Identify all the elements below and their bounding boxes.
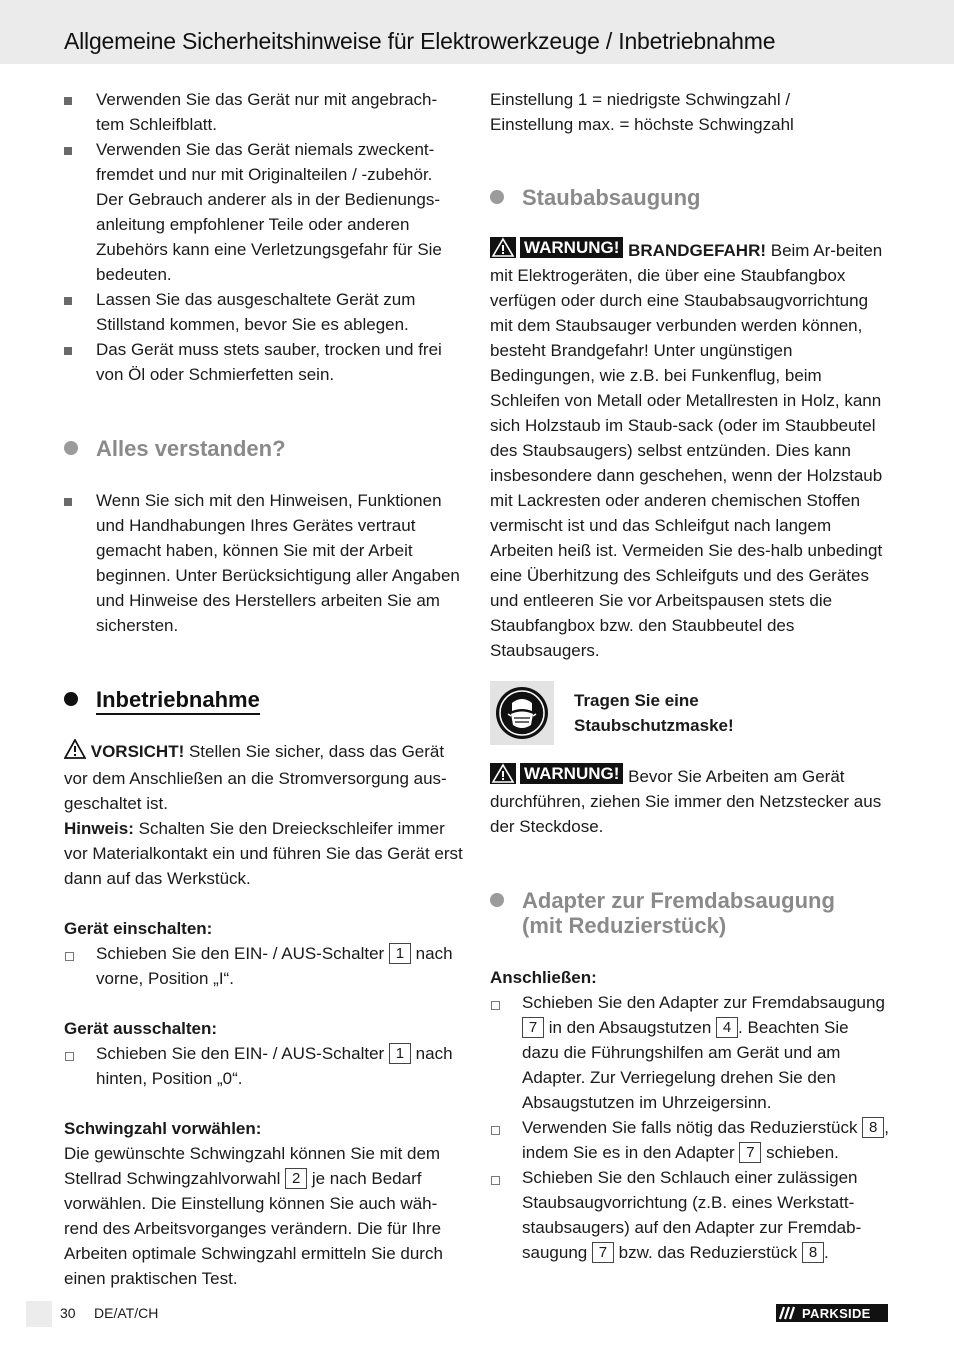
right-column: [490, 87, 890, 1265]
switch-off-heading: Gerät ausschalten:: [64, 1019, 218, 1038]
warning-badge: [490, 237, 623, 258]
step-text: . Beachten Sie dazu die Führungshilfen am Gerät und am Adapter. Zur Verriegelung drehen Sie den Absaugstutzen im Uhrzeigersinn.: [522, 1018, 849, 1112]
adapter-title-line: (mit Reduzierstück): [522, 913, 727, 938]
step-text: in den Absaugstutzen: [544, 1018, 717, 1037]
step-text: .: [823, 1243, 829, 1262]
speed-heading: Schwingzahl vorwählen:: [64, 1119, 262, 1138]
plug-warning-paragraph: [490, 763, 890, 839]
step-text: Schieben Sie den Schlauch einer zulässigen Staubsaugvorrichtung (z.B. eines Werkstatt-staubsaugers) auf den Adapter zur Fremdab-saugung: [522, 1168, 862, 1262]
speed-text: je nach Bedarf vorwählen. Die Einstellung können Sie auch wäh-rend des Arbeitsvorganges verändern. Die für Ihre Arbeiten optimale Schwingzahl ermitteln Sie durch einen praktischen Test.: [64, 1169, 443, 1288]
ref-number: 4: [716, 1017, 738, 1038]
setting-line-1: Einstellung 1 = niedrigste Schwingzahl /: [490, 90, 791, 109]
step-text: nach vorne, Position „I“.: [96, 944, 453, 988]
fire-label: BRANDGEFAHR!: [628, 241, 767, 260]
page-header: [0, 0, 954, 64]
adapter-step-1: [490, 990, 890, 1115]
note-label: Hinweis:: [64, 819, 134, 838]
ref-number: 7: [592, 1242, 614, 1263]
list-item: Das Gerät muss stets sauber, trocken und frei von Öl oder Schmierfetten sein.: [64, 337, 464, 387]
mask-text-line: Tragen Sie eine: [574, 691, 699, 710]
step-text: bzw. das Reduzierstück: [613, 1243, 802, 1262]
switch-on-heading: Gerät einschalten:: [64, 919, 213, 938]
speed-text: Die gewünschte Schwingzahl können Sie mit dem Stellrad Schwingzahlvorwahl: [64, 1144, 441, 1188]
caution-icon: [64, 739, 86, 766]
step-text: Verwenden Sie falls nötig das Reduzierstück: [522, 1118, 863, 1137]
caution-paragraph: [64, 739, 464, 816]
connect-heading: Anschließen:: [490, 968, 597, 987]
list-item: Verwenden Sie das Gerät nur mit angebrach-tem Schleifblatt.: [64, 87, 464, 137]
adapter-title-line: Adapter zur Fremdabsaugung: [522, 888, 835, 913]
page-title: Allgemeine Sicherheitshinweise für Elektrowerkzeuge / Inbetriebnahme: [64, 28, 776, 54]
footer-page-marker: [26, 1301, 52, 1327]
caution-text: Stellen Sie sicher, dass das Gerät vor dem Anschließen an die Stromversorgung aus-geschaltet ist.: [64, 742, 447, 813]
dust-mask-icon: [490, 681, 554, 745]
step-text: Schieben Sie den EIN- / AUS-Schalter: [96, 944, 389, 963]
note-text: Schalten Sie den Dreieckschleifer immer vor Materialkontakt ein und führen Sie das Gerät erst dann auf das Werkstück.: [64, 819, 463, 888]
warning-triangle-icon: [490, 237, 516, 258]
adapter-step-2: [490, 1115, 890, 1165]
step-text: Schieben Sie den EIN- / AUS-Schalter: [96, 1044, 389, 1063]
mask-notice: [490, 681, 890, 745]
note-paragraph: [64, 816, 464, 891]
warning-label: WARNUNG!: [520, 763, 623, 784]
fire-text: Beim Ar-beiten mit Elektrogeräten, die über eine Staubfangbox verfügen oder durch eine Staubabsaugvorrichtung mit dem Staubsauger verbunden werden können, besteht Brandgefahr! Unter ungünstigen Bedingungen, wie z.B. bei Funkenflug, beim Schleifen von Metall oder Metallresten in Holz, kann sich Holzstaub im Staub-sack (oder im Staubbeutel des Staubsaugers) selbst entzünden. Dies kann insbesondere dann geschehen, wenn der Holzstaub mit Lackresten oder anderen chemischen Stoffen vermischt ist und das Schleifgut nach langem Arbeiten heiß ist. Vermeiden Sie des-halb unbedingt eine Überhitzung des Schleifguts und des Gerätes und entleeren Sie vor Arbeitspausen stets die Staubfangbox bzw. den Staubbeutel des Staubsaugers.: [490, 241, 883, 660]
step-text: schieben.: [761, 1143, 839, 1162]
list-item: Lassen Sie das ausgeschaltete Gerät zum Stillstand kommen, bevor Sie es ablegen.: [64, 287, 464, 337]
mask-text-line: Staubschutzmaske!: [574, 716, 734, 735]
caution-label: VORSICHT!: [90, 742, 185, 761]
warning-triangle-icon: [490, 763, 516, 784]
section-heading-dust: Staubabsaugung: [490, 185, 890, 210]
ref-number: 7: [522, 1017, 544, 1038]
plug-warning-text: Bevor Sie Arbeiten am Gerät durchführen, ziehen Sie immer den Netzstecker aus der Steckdose.: [490, 767, 882, 836]
switch-off-step: [64, 1041, 464, 1091]
switch-on-step: [64, 941, 464, 991]
brand-logo: [776, 1304, 888, 1322]
adapter-step-3: [490, 1165, 890, 1265]
ref-number: 7: [739, 1142, 761, 1163]
ref-number: 8: [802, 1242, 824, 1263]
understood-text: Wenn Sie sich mit den Hinweisen, Funktionen und Handhabungen Ihres Gerätes vertraut gemacht haben, können Sie mit der Arbeit beginnen. Unter Berücksichtigung aller Angaben und Hinweise des Herstellers arbeiten Sie am sichersten.: [64, 488, 464, 638]
mask-text: [574, 688, 734, 738]
page-number: 30: [60, 1305, 76, 1321]
brand-name: PARKSIDE: [802, 1305, 871, 1321]
locale-label: DE/AT/CH: [94, 1305, 159, 1321]
safety-list: [64, 87, 464, 387]
logo-stripes-icon: [776, 1304, 798, 1322]
warning-badge: [490, 763, 623, 784]
step-text: Schieben Sie den Adapter zur Fremdabsaugung: [522, 993, 885, 1012]
startup-title: Inbetriebnahme: [96, 687, 260, 715]
section-heading-adapter: [490, 888, 890, 938]
step-text: , indem Sie es in den Adapter: [522, 1118, 889, 1162]
speed-paragraph: [64, 1141, 464, 1291]
ref-number: 8: [862, 1117, 884, 1138]
fire-warning-paragraph: [490, 237, 890, 663]
ref-number: 2: [285, 1168, 307, 1189]
ref-number: 1: [389, 943, 411, 964]
setting-line-2: Einstellung max. = höchste Schwingzahl: [490, 115, 794, 134]
left-column: [64, 87, 464, 1291]
ref-number: 1: [389, 1043, 411, 1064]
list-item: Verwenden Sie das Gerät niemals zweckent-fremdet und nur mit Originalteilen / -zubehör. Der Gebrauch anderer als in der Bedienungs-anleitung empfohlener Teile oder anderen Zubehörs kann eine Verletzungsgefahr für Sie bedeuten.: [64, 137, 464, 287]
step-text: nach hinten, Position „0“.: [96, 1044, 453, 1088]
section-heading-understood: Alles verstanden?: [64, 436, 464, 461]
section-heading-startup: [64, 687, 464, 712]
warning-label: WARNUNG!: [520, 237, 623, 258]
